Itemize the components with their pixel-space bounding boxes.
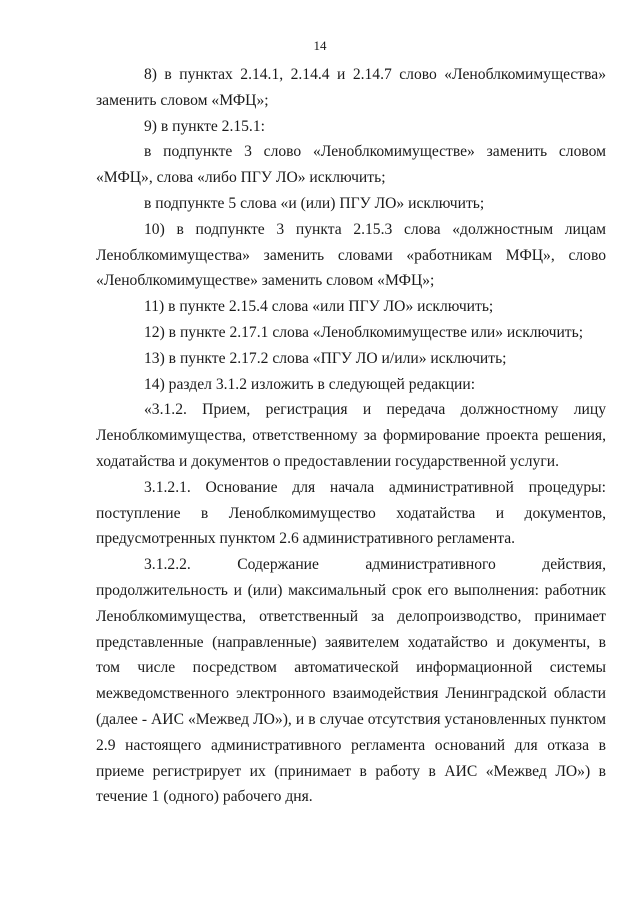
paragraph-item-8: 8) в пунктах 2.14.1, 2.14.4 и 2.14.7 слово «Леноблкомимущества» заменить словом «МФЦ»; [96,66,606,109]
document-body [96,62,606,810]
section-3-1-2-2: 3.1.2.2. Содержание административного действия, продолжительность и (или) максимальный срок его выполнения: работник Леноблкомимущества, ответственный за делопроизводство, принимает представленные (направленные) заявителем ходатайство и документы, в том числе посредством автоматической информационной системы межведомственного электронного взаимодействия Ленинградской области (далее - АИС «Межвед ЛО»), и в случае отсутствия установленных пунктом 2.9 настоящего административного регламента оснований для отказа в приеме регистрирует их (принимает в работу в АИС «Межвед ЛО») в течение 1 (одного) рабочего дня. [96,556,606,806]
page-number: 14 [313,38,327,53]
paragraph-subitem-5: в подпункте 5 слова «и (или) ПГУ ЛО» исключить; [144,194,485,212]
paragraph-item-13: 13) в пункте 2.17.2 слова «ПГУ ЛО и/или» исключить; [144,349,507,367]
section-3-1-2-1: 3.1.2.1. Основание для начала административной процедуры: поступление в Леноблкомимущество ходатайства и документов, предусмотренных пунктом 2.6 административного регламента. [96,478,606,548]
paragraph-item-9: 9) в пункте 2.15.1: [144,117,265,135]
paragraph-item-10: 10) в подпункте 3 пункта 2.15.3 слова «должностным лицам Леноблкомимущества» заменить словами «работникам МФЦ», слово «Леноблкомимуществе» заменить словом «МФЦ»; [96,220,606,290]
section-3-1-2-heading: «3.1.2. Прием, регистрация и передача должностному лицу Леноблкомимущества, ответственному за формирование проекта решения, ходатайства и документов о предоставлении государственной услуги. [96,401,606,470]
paragraph-subitem-3: в подпункте 3 слово «Леноблкомимуществе» заменить словом «МФЦ», слова «либо ПГУ ЛО» исключить; [96,143,606,187]
paragraph-item-11: 11) в пункте 2.15.4 слова «или ПГУ ЛО» исключить; [144,298,494,316]
paragraph-item-12: 12) в пункте 2.17.1 слова «Леноблкомимуществе или» исключить; [144,323,584,341]
paragraph-item-14: 14) раздел 3.1.2 изложить в следующей редакции: [144,375,476,393]
